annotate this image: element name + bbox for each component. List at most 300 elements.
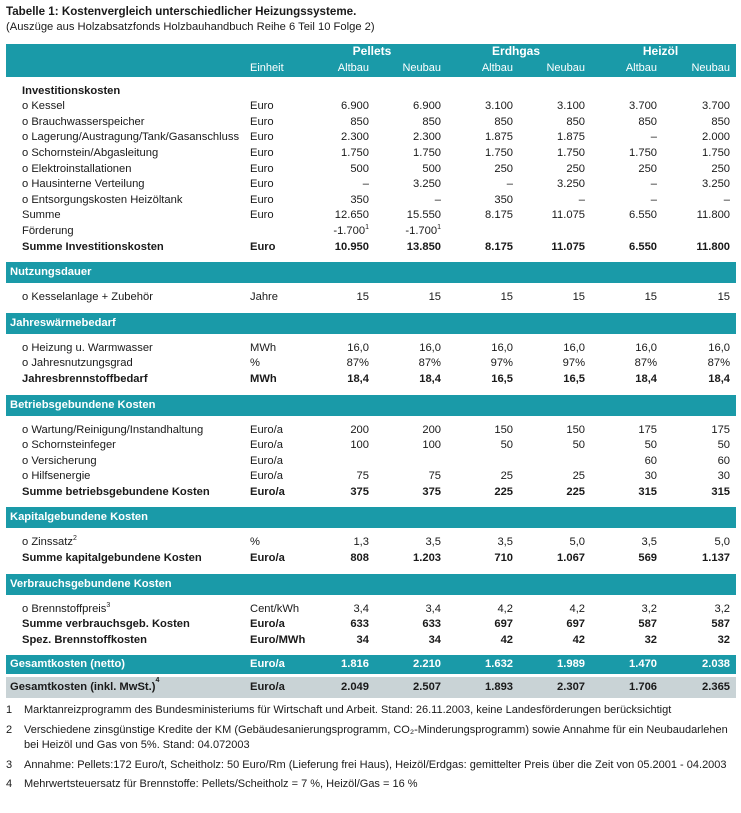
row-value-text: 1.203 [413,552,442,565]
row-value [663,208,736,224]
row-value [303,617,375,633]
row-label [6,423,247,439]
row-value-text: 18,4 [347,372,369,385]
row-value-text: 30 [644,470,658,483]
row-label-text: Summe verbrauchsgeb. Kosten [22,618,190,631]
spacer-row [6,648,736,655]
row-value-text: 15 [572,291,586,304]
row-value-text: 850 [638,115,658,128]
table-row [6,341,736,357]
section-title: Investitionskosten [22,84,121,97]
row-value [375,240,447,256]
table-row [6,469,736,485]
header-group-row [6,44,736,60]
row-value [303,485,375,501]
table-row [6,535,736,551]
row-value-text: 16,5 [491,372,514,385]
row-value-text: – [434,193,442,206]
row-value [303,208,375,224]
row-unit: Euro/a [250,552,285,565]
row-value-text: 3,4 [425,602,442,615]
total-net-value: 1.632 [447,655,519,674]
row-value-text: 13.850 [406,240,442,253]
row-label-text: Summe kapitalgebundene Kosten [22,552,202,565]
row-value [591,535,663,551]
row-value [519,99,591,115]
row-value-text: 100 [422,439,442,452]
row-label [6,193,247,209]
row-value-text: 1.750 [341,146,369,159]
row-value-text: 50 [572,439,586,452]
row-value [375,208,447,224]
row-value [303,193,375,209]
row-label-text: o Entsorgungskosten Heizöltank [22,193,183,206]
row-value-text: 34 [356,633,369,646]
row-label [6,356,247,372]
row-value-text: 16,0 [419,341,442,354]
section-title: Nutzungsdauer [6,262,736,283]
row-value-text: 87% [346,357,369,370]
row-value-text: 1,3 [353,536,369,549]
row-value-text: 225 [566,485,586,498]
row-value-text: 97% [562,357,586,370]
row-value-text: -1.700 [405,224,438,237]
footnote-ref: 2 [72,535,77,543]
row-value [591,485,663,501]
row-value-text: 10.950 [334,240,369,253]
footnote [6,777,736,793]
row-label-text: o Elektroinstallationen [22,162,132,175]
row-value [447,224,519,240]
row-value [447,356,519,372]
section-title: Jahreswärmebedarf [6,313,736,334]
row-value [375,469,447,485]
total-net-value: 1.816 [303,655,375,674]
row-value-text: 87% [634,357,658,370]
row-value [663,602,736,618]
footnote-number: 4 [6,778,13,790]
row-value-text: 225 [494,485,514,498]
row-value [519,162,591,178]
row-value [303,115,375,131]
row-value [303,356,375,372]
row-value [663,469,736,485]
footnote [6,703,736,719]
row-value-text: 315 [638,485,658,498]
row-value [375,224,447,240]
spacer-row [6,567,736,574]
row-value [519,208,591,224]
row-value-text: 500 [422,162,442,175]
row-value-text: 6.550 [629,209,658,222]
row-value [591,469,663,485]
row-value [447,208,519,224]
total-gross-row [6,677,736,698]
row-value [519,633,591,649]
table-row [6,240,736,256]
row-label [6,146,247,162]
row-value-text: 1.750 [557,146,586,159]
row-value [447,372,519,388]
row-value [447,469,519,485]
row-value-text: 3,2 [641,602,658,615]
header-group-0: Pellets [303,44,447,60]
row-label-text: Spez. Brennstoffkosten [22,633,147,646]
row-label-text: Jahresbrennstoffbedarf [22,372,148,385]
row-value [447,423,519,439]
row-value-text: 250 [638,162,658,175]
row-value [303,551,375,567]
row-label-text: o Hausinterne Verteilung [22,178,145,191]
row-value [303,602,375,618]
row-unit: MWh [250,341,277,354]
row-value [303,469,375,485]
row-value [663,224,736,240]
row-value-text: 3,2 [714,602,731,615]
footnote-number: 3 [6,758,13,771]
row-value-text: 25 [572,470,586,483]
spacer-row [6,334,736,341]
row-value [519,193,591,209]
row-value [447,177,519,193]
row-value-text: 3,5 [641,536,658,549]
row-value-text: 11.075 [551,240,586,253]
row-value [591,99,663,115]
row-label-text: o Wartung/Reinigung/Instandhaltung [22,423,204,436]
row-value [375,356,447,372]
spacer-row [6,77,736,84]
spacer-row [6,306,736,313]
row-value [519,469,591,485]
row-value-text: 375 [422,485,442,498]
table-row [6,485,736,501]
row-value-text: -1.700 [333,224,366,237]
row-value [519,551,591,567]
row-value [375,551,447,567]
row-value-text: – [650,131,658,144]
row-value [663,341,736,357]
row-value [375,372,447,388]
row-label-text: Summe betriebsgebundene Kosten [22,485,210,498]
row-label-text: o Schornsteinfeger [22,439,116,452]
row-value-text: 808 [350,552,369,565]
row-value-text: 150 [494,423,514,436]
row-value [303,99,375,115]
row-unit: Euro [250,162,274,175]
row-label [6,551,247,567]
row-value-text: 500 [350,162,369,175]
row-value-text: 315 [711,485,731,498]
footnote-ref: 1 [437,223,442,231]
row-unit: Euro [250,240,276,253]
row-label-text: o Kesselanlage + Zubehör [22,291,153,304]
row-value [447,454,519,470]
row-value [303,177,375,193]
row-value-text: 75 [428,470,442,483]
section-heading-row [6,84,736,100]
total-gross-label-text: Gesamtkosten (inkl. MwSt.) [10,681,156,694]
footnote-text: Verschiedene zinsgünstige Kredite der KM (Gebäudesanierungsprogramm, CO₂-Minderungsprogramm) sowie Annahme für ein Neubaudarlehen bei Heizöl und Gas von 5%. Stand: 04.072003 [24,723,728,751]
row-label [6,454,247,470]
row-value-text: 250 [711,162,731,175]
row-value [519,454,591,470]
row-value-text: 3.100 [485,100,514,113]
row-value-text: 4,2 [497,602,514,615]
row-value [663,423,736,439]
row-value [591,423,663,439]
spacer-row [6,500,736,507]
row-label [6,208,247,224]
row-unit: % [250,536,260,549]
table-row [6,115,736,131]
row-value-text: 100 [350,439,369,452]
total-gross-value: 1.893 [447,677,519,698]
row-value-text: – [650,178,658,191]
row-value-text: 710 [494,552,514,565]
row-value [663,454,736,470]
section-header-5 [6,574,736,595]
row-value-text: 587 [638,618,658,631]
row-value [375,99,447,115]
header-sub-1: Neubau [375,60,447,77]
row-value [519,130,591,146]
footnote-number: 2 [6,723,13,736]
row-value-text: 569 [638,552,658,565]
row-value-text: 5,0 [569,536,586,549]
row-unit: Euro [250,178,274,191]
header-group-2: Heizöl [591,44,736,60]
row-value-text: 850 [494,115,514,128]
total-net-value: 2.210 [375,655,447,674]
section-header-2 [6,313,736,334]
row-value-text: 16,0 [635,341,658,354]
row-value-text: 850 [711,115,731,128]
row-value-text: 18,4 [708,372,731,385]
row-value-text: 175 [638,423,658,436]
row-unit: Euro/a [250,470,283,483]
row-label-text: o Brennstoffpreis [22,602,107,615]
row-value [519,423,591,439]
table-row [6,423,736,439]
spacer-row [6,528,736,535]
row-value-text: 697 [494,618,514,631]
row-value-text: 3.250 [413,178,442,191]
row-unit: Euro [250,115,274,128]
row-value-text: 16,0 [347,341,369,354]
row-value [375,617,447,633]
row-value [663,356,736,372]
row-label [6,602,247,618]
row-value [663,617,736,633]
row-value-text: 15 [356,291,369,304]
total-net-unit: Euro/a [247,655,303,674]
row-value-text: 850 [422,115,442,128]
row-value-text: – [578,193,586,206]
row-label-text: Förderung [22,224,74,237]
row-unit: % [250,357,260,370]
row-value [303,240,375,256]
row-label [6,115,247,131]
row-value [447,193,519,209]
row-value [591,193,663,209]
table-row [6,372,736,388]
row-value [303,372,375,388]
row-value [447,240,519,256]
row-value-text: 697 [566,618,586,631]
row-unit: MWh [250,372,277,385]
row-value [591,633,663,649]
row-value [591,372,663,388]
footnote-text: Mehrwertsteuersatz für Brennstoffe: Pellets/Scheitholz = 7 %, Heizöl/Gas = 16 % [24,778,418,790]
section-title: Betriebsgebundene Kosten [6,395,736,416]
row-label-text: o Schornstein/Abgasleitung [22,146,159,159]
row-label-text: o Brauchwasserspeicher [22,115,145,128]
row-value [303,162,375,178]
row-value [591,290,663,306]
row-value-text: 200 [350,423,369,436]
row-value-text: 16,0 [491,341,514,354]
row-value [375,535,447,551]
row-value [663,535,736,551]
row-value-text: 1.750 [702,146,731,159]
row-value [303,454,375,470]
total-gross-label [6,677,247,698]
section-header-4 [6,507,736,528]
row-value-text: 30 [717,470,731,483]
spacer-row [6,595,736,602]
row-value-text: 1.750 [413,146,442,159]
row-value [663,193,736,209]
row-value-text: 50 [644,439,658,452]
row-label-text: o Heizung u. Warmwasser [22,341,153,354]
row-value-text: 175 [711,423,731,436]
row-value-text: 350 [350,193,369,206]
table-row [6,208,736,224]
row-value [447,602,519,618]
row-value [663,551,736,567]
row-label-text: Summe Investitionskosten [22,240,164,253]
table-row [6,193,736,209]
total-gross-value: 2.365 [663,677,736,698]
row-value-text: 1.875 [485,131,514,144]
row-value-text: 3,4 [353,602,369,615]
row-value-text: 25 [500,470,514,483]
spacer-row [6,255,736,262]
row-value-text: 75 [356,470,369,483]
row-label [6,485,247,501]
row-value [447,438,519,454]
row-value [591,224,663,240]
row-value-text: 50 [717,439,731,452]
row-value-text: 3.700 [629,100,658,113]
row-label [6,290,247,306]
row-value-text: – [723,193,731,206]
row-value-text: 8.175 [485,240,514,253]
total-gross-value: 1.706 [591,677,663,698]
row-value [303,341,375,357]
row-value-text: 3.250 [557,178,586,191]
row-value [663,146,736,162]
row-value-text: 18,4 [419,372,442,385]
row-value [447,130,519,146]
total-net-label: Gesamtkosten (netto) [6,655,247,674]
row-value [447,162,519,178]
row-value-text: 32 [717,633,731,646]
row-unit: Euro [250,100,274,113]
row-value [375,485,447,501]
row-value [591,162,663,178]
header-sub-row [6,60,736,77]
row-value-text: 150 [566,423,586,436]
row-value [591,617,663,633]
header-sub-5: Neubau [663,60,736,77]
row-value-text: 3.100 [557,100,586,113]
row-value [303,224,375,240]
row-label [6,177,247,193]
row-value [663,240,736,256]
row-value [519,290,591,306]
row-value [447,551,519,567]
row-value-text: 250 [566,162,586,175]
table-row [6,356,736,372]
row-value [519,617,591,633]
row-value [303,438,375,454]
row-value-text: 97% [490,357,514,370]
table-row [6,177,736,193]
row-value-text: 6.550 [629,240,658,253]
row-label [6,633,247,649]
row-value-text: 15 [644,291,658,304]
row-value-text: 3,5 [425,536,442,549]
row-value [519,115,591,131]
row-label-text: o Jahresnutzungsgrad [22,357,133,370]
row-value [663,99,736,115]
row-value [375,438,447,454]
row-value [375,130,447,146]
row-value-text: 375 [350,485,369,498]
table-row [6,617,736,633]
row-value [375,177,447,193]
row-value [303,290,375,306]
footnotes [6,703,736,797]
row-value-text: 3.700 [702,100,731,113]
section-header-3 [6,395,736,416]
row-value-text: 1.875 [557,131,586,144]
header-group-1: Erdhgas [447,44,591,60]
row-value [663,177,736,193]
row-value-text: 15 [428,291,442,304]
row-unit: Jahre [250,291,278,304]
row-label [6,617,247,633]
row-unit: Euro [250,193,274,206]
row-value [591,551,663,567]
row-value-text: 1.750 [629,146,658,159]
table-row [6,454,736,470]
row-value-text: 4,2 [569,602,586,615]
row-value [663,438,736,454]
row-value-text: 15 [717,291,731,304]
row-value-text: 34 [428,633,442,646]
row-value-text: 11.800 [696,209,731,222]
row-unit: Euro/a [250,439,283,452]
row-value [519,372,591,388]
row-value-text: 18,4 [635,372,658,385]
row-value-text: 8.175 [485,209,514,222]
row-value-text: 1.067 [557,552,586,565]
footnote [6,758,736,774]
row-value-text: 15.550 [406,209,442,222]
row-value-text: 32 [644,633,658,646]
